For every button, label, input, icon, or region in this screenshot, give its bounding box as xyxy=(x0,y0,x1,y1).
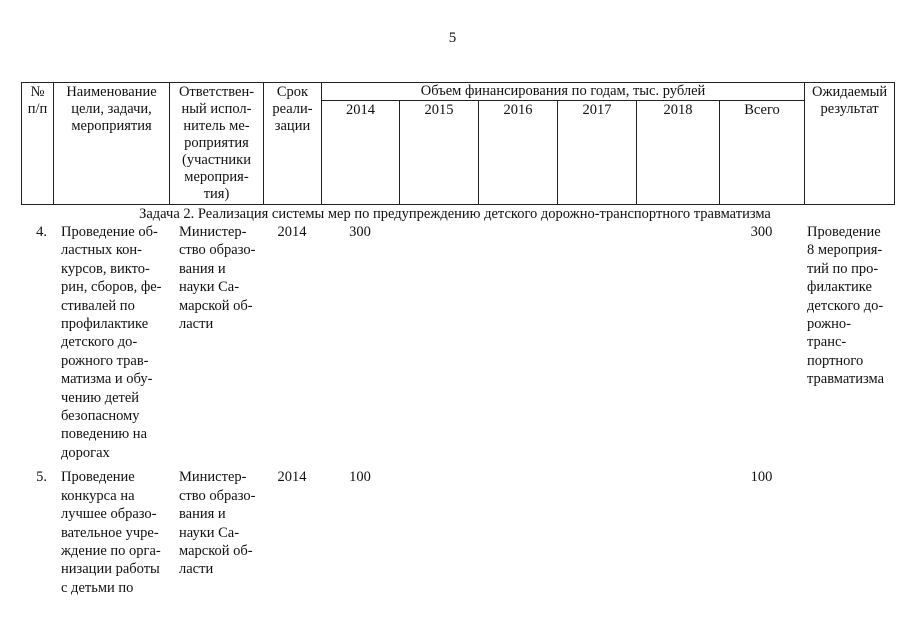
header-responsible: Ответствен- ный испол- нитель ме- роприятия (участники мероприя- тия) xyxy=(170,83,264,205)
header-table xyxy=(21,82,895,205)
task-title: Задача 2. Реализация системы мер по предупреждению детского дорожно-транспортного травматизма xyxy=(139,206,771,222)
row-number: 4. xyxy=(36,224,47,240)
header-year: 2016 xyxy=(479,101,558,205)
header-year: 2015 xyxy=(400,101,479,205)
row-term: 2014 xyxy=(277,469,307,486)
header-year: 2014 xyxy=(322,101,400,205)
table-row xyxy=(21,462,894,597)
row-term: 2014 xyxy=(277,224,307,240)
table-row xyxy=(21,223,894,462)
row-responsible: Министер- ство образо- вания и науки Са- марской об- ласти xyxy=(179,224,256,333)
row-value-2014: 100 xyxy=(349,469,371,486)
row-responsible: Министер- ство образо- вания и науки Са- марской об- ласти xyxy=(179,469,256,578)
page-number: 5 xyxy=(448,30,457,46)
row-name: Проведение конкурса на лучшее образо- вательное учре- ждение по орга- низации работы с детьми по xyxy=(61,469,161,596)
header-term: Срок реали- зации xyxy=(264,83,322,205)
header-number: № п/п xyxy=(22,83,54,205)
row-total: 100 xyxy=(750,469,773,486)
row-number: 5. xyxy=(36,469,47,486)
row-total: 300 xyxy=(750,224,773,240)
header-year: 2017 xyxy=(558,101,637,205)
header-total: Всего xyxy=(720,101,805,205)
row-result: Проведение 8 мероприя- тий по про- филактике детского до- рожно- транс- портного травматизма xyxy=(807,224,885,388)
header-year: 2018 xyxy=(637,101,720,205)
body-table xyxy=(21,223,894,597)
header-name: Наименование цели, задачи, мероприятия xyxy=(54,83,170,205)
row-result xyxy=(804,462,894,597)
row-name: Проведение об- ластных кон- курсов, викто- рин, сборов, фе- стивалей по профилактике детского до- рожного трав- матизма и обу- чению детей безопасному поведению на дорогах xyxy=(61,224,162,461)
header-result: Ожидаемый результат xyxy=(805,83,895,205)
header-funding: Объем финансирования по годам, тыс. рублей xyxy=(322,83,805,101)
row-value-2014: 300 xyxy=(349,224,371,240)
